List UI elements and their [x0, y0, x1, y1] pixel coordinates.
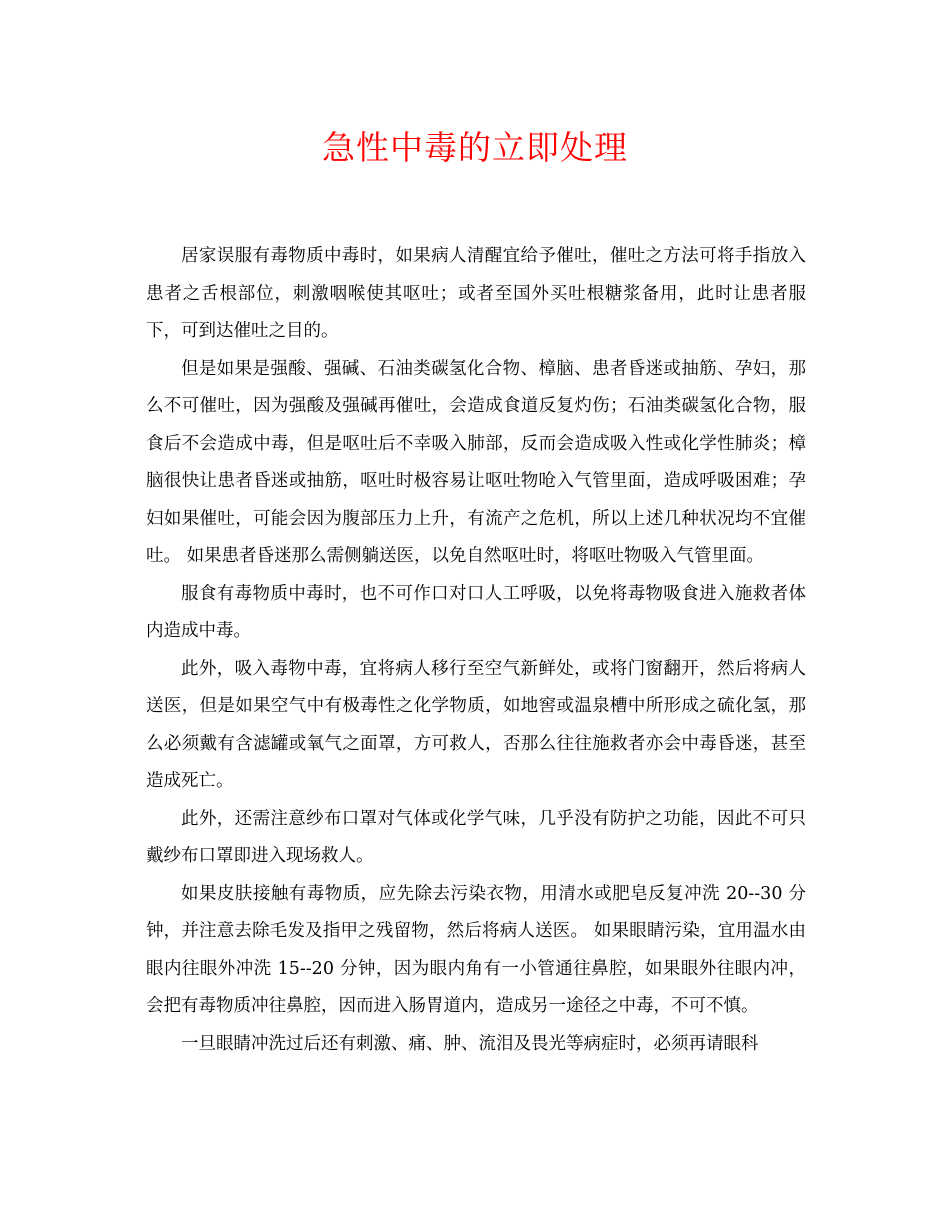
paragraph-5: 此外，还需注意纱布口罩对气体或化学气味，几乎没有防护之功能，因此不可只戴纱布口罩即进入现场救人。 — [146, 808, 806, 866]
paragraph-3: 服食有毒物质中毒时，也不可作口对口人工呼吸，以免将毒物吸食进入施救者体内造成中毒。 — [146, 583, 806, 641]
paragraph-7: 一旦眼睛冲洗过后还有刺激、痛、肿、流泪及畏光等病症时，必须再请眼科 — [181, 1033, 759, 1054]
document-title: 急性中毒的立即处理 — [322, 128, 628, 167]
paragraph-6: 如果皮肤接触有毒物质，应先除去污染衣物，用清水或肥皂反复冲洗 20--30 分钟，并注意去除毛发及指甲之残留物，然后将病人送医。 如果眼睛污染，宜用温水由眼内往眼外冲洗 15--20 分钟，因为眼内角有一小管通往鼻腔，如果眼外往眼内冲，会把有毒物质冲往鼻腔，因而进入肠胃道内，造成另一途径之中毒，不可不慎。 — [146, 883, 806, 1016]
paragraph-1: 居家误服有毒物质中毒时，如果病人清醒宜给予催吐，催吐之方法可将手指放入患者之舌根部位，刺激咽喉使其呕吐；或者至国外买吐根糖浆备用，此时让患者服下，可到达催吐之目的。 — [146, 246, 806, 341]
paragraph-2: 但是如果是强酸、强碱、石油类碳氢化合物、樟脑、患者昏迷或抽筋、孕妇，那么不可催吐，因为强酸及强碱再催吐，会造成食道反复灼伤；石油类碳氢化合物，服食后不会造成中毒，但是呕吐后不幸吸入肺部，反而会造成吸入性或化学性肺炎；樟脑很快让患者昏迷或抽筋，呕吐时极容易让呕吐物呛入气管里面，造成呼吸困难；孕妇如果催吐，可能会因为腹部压力上升，有流产之危机，所以上述几种状况均不宜催吐。 如果患者昏迷那么需侧躺送医，以免自然呕吐时，将呕吐物吸入气管里面。 — [146, 358, 806, 566]
document-body — [146, 238, 806, 1063]
paragraph-4: 此外，吸入毒物中毒，宜将病人移行至空气新鲜处，或将门窗翻开，然后将病人送医，但是如果空气中有极毒性之化学物质，如地窖或温泉槽中所形成之硫化氢，那么必须戴有含滤罐或氧气之面罩，方可救人，否那么往往施救者亦会中毒昏迷，甚至造成死亡。 — [146, 658, 806, 791]
